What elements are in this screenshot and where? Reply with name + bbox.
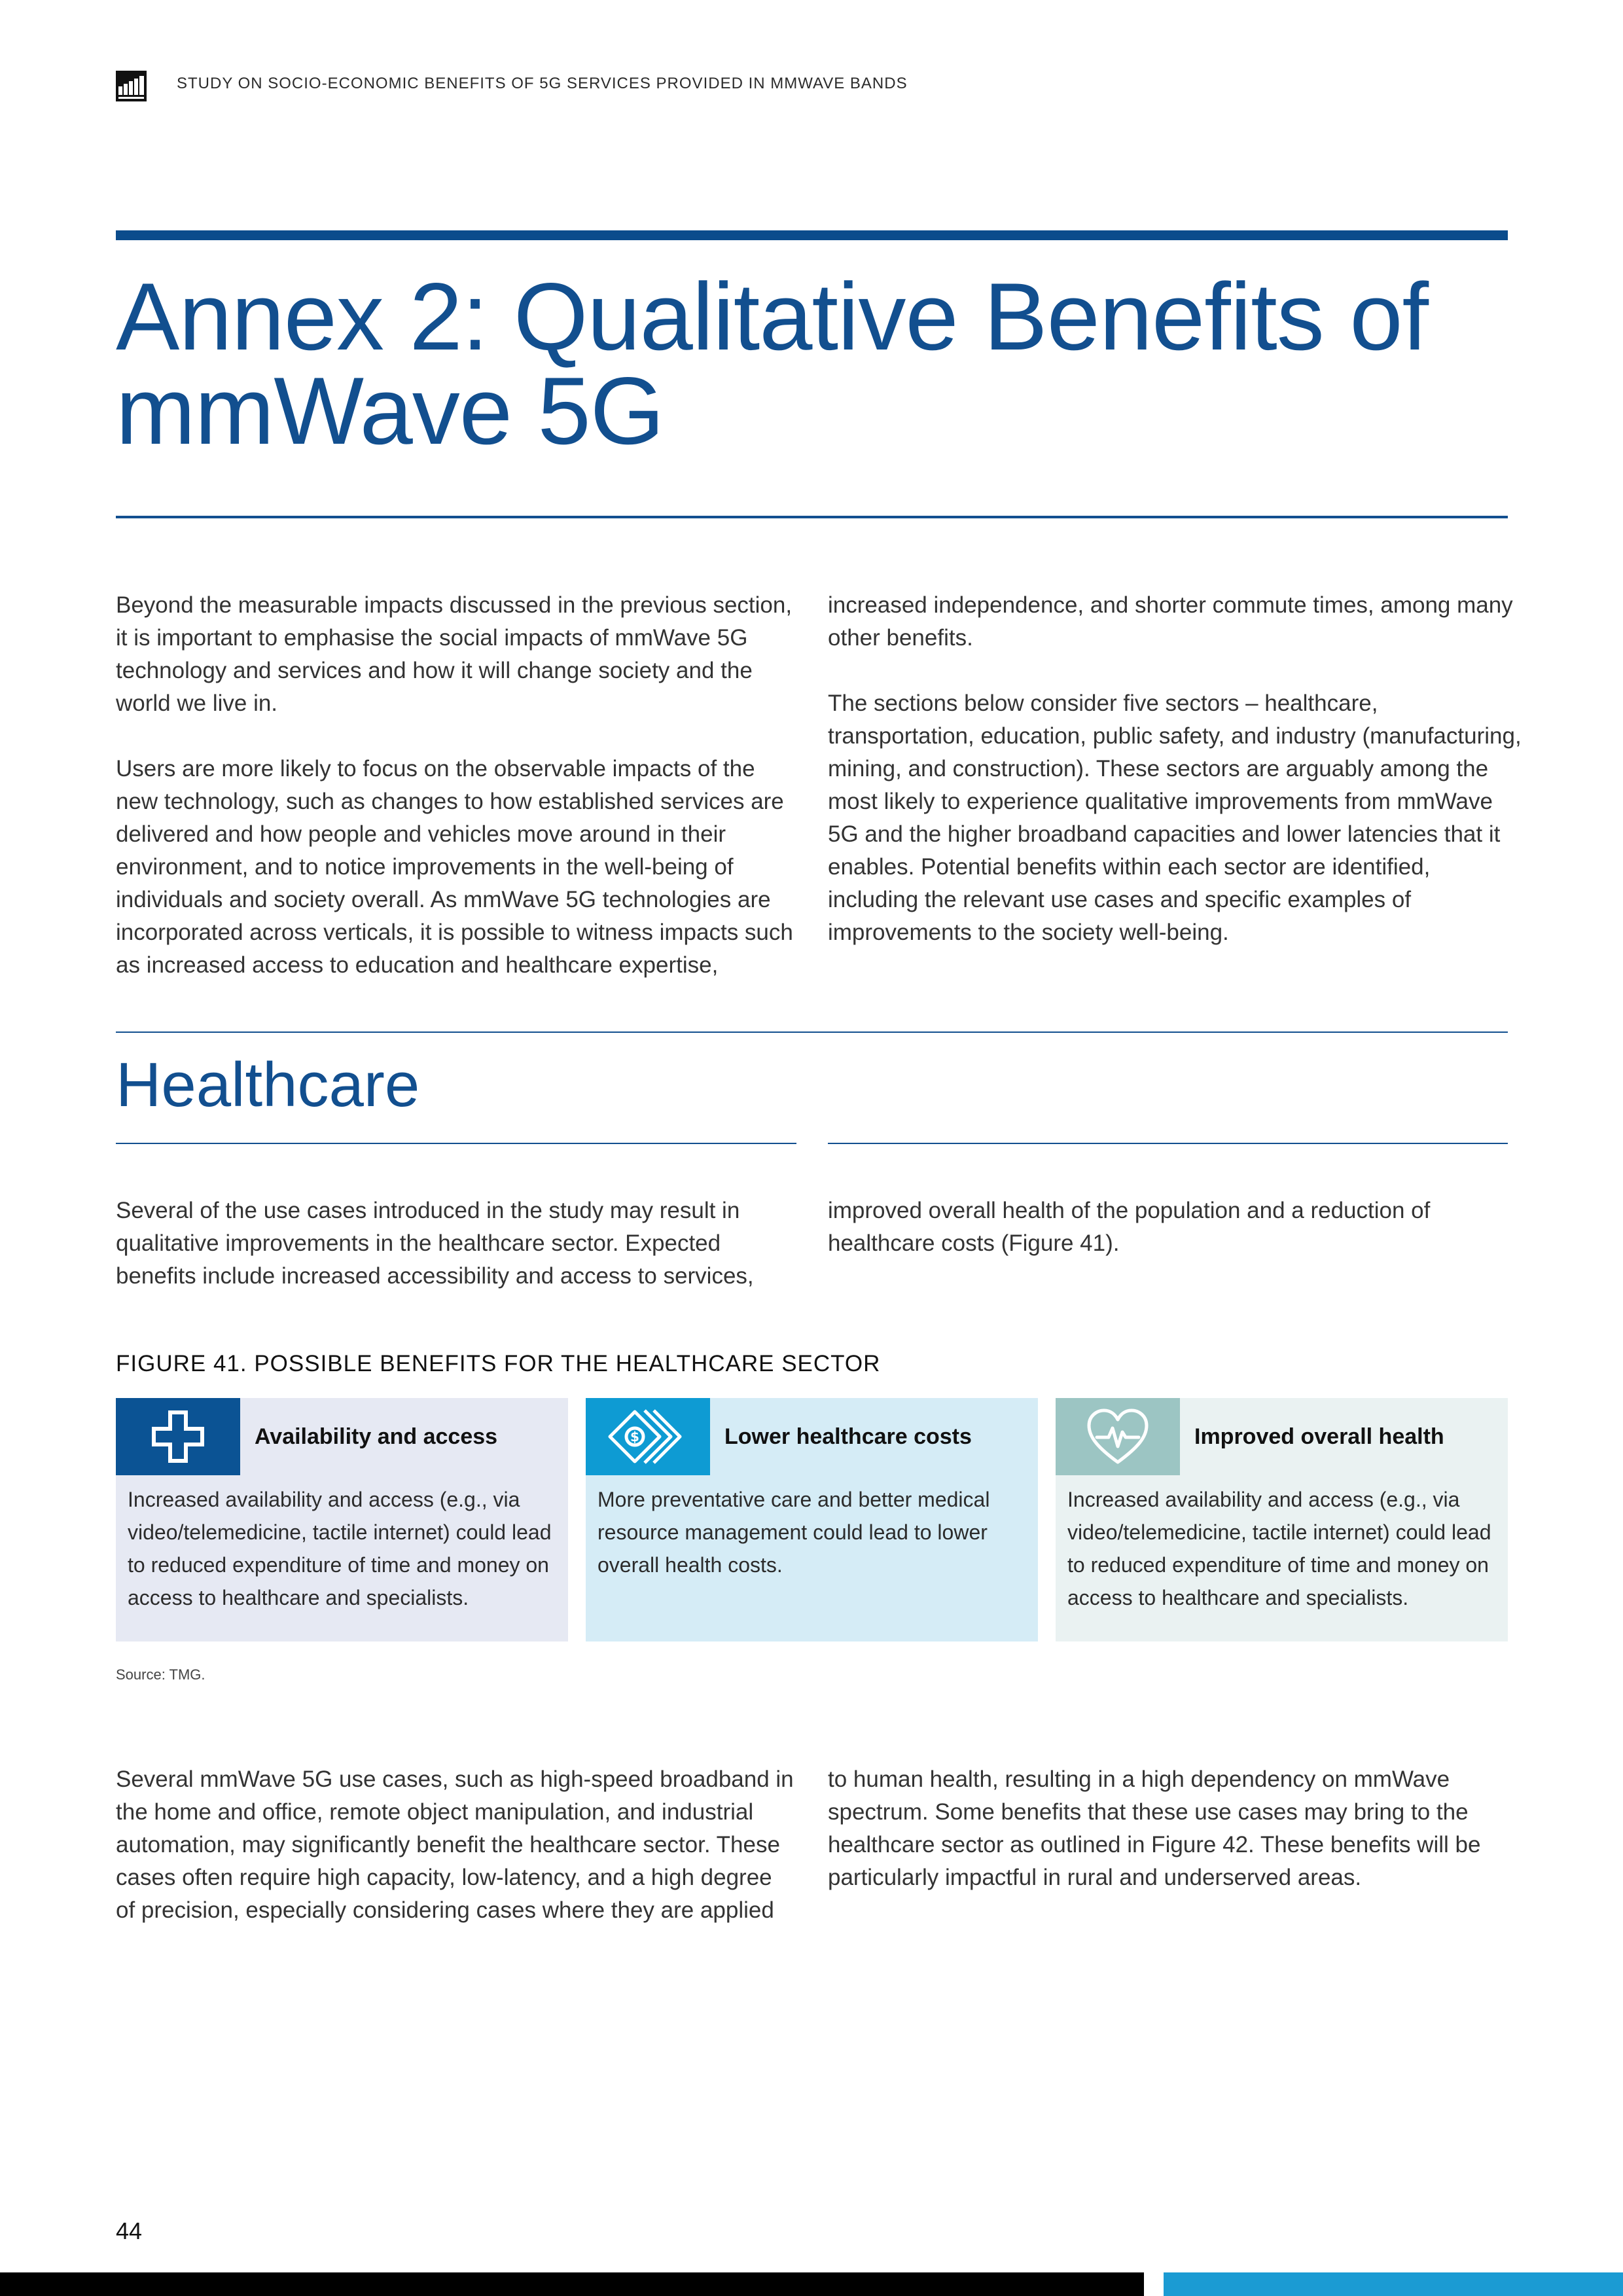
annex-title-line-2: mmWave 5G <box>116 357 664 464</box>
intro-paragraph-4: The sections below consider five sectors – healthcare, transportation, education, public safety, and industry (manufacturing, mining, and construction). These sectors are arguably among the most likely to experience qualitative improvements from mmWave 5G and the higher broadband capacities and lower latencies that it enables. Potential benefits within each sector are identified, including the relevant use cases and specific examples of improvements to the society well-being. <box>828 691 1522 945</box>
closing-paragraph-1: Several mmWave 5G use cases, such as high-speed broadband in the home and office, remote object manipulation, and industrial automation, may significantly benefit the healthcare sector. These cases often require high capacity, low-latency, and a high degree of precision, especially considering cases where they are applied <box>116 1767 794 1923</box>
footer-bar-dark <box>0 2272 1144 2296</box>
running-header: STUDY ON SOCIO-ECONOMIC BENEFITS OF 5G SERVICES PROVIDED IN MMWAVE BANDS <box>177 75 908 92</box>
card-title: Lower healthcare costs <box>724 1424 972 1449</box>
intro-paragraph-2: Users are more likely to focus on the observable impacts of the new technology, such as changes to how established services are delivered and how people and vehicles move around in their environment, and to notice improvements in the well-being of individuals and society overall. As mmWave 5G technologies are incorporated across verticals, it is possible to witness impacts such as increased access to education and healthcare expertise, <box>116 756 793 978</box>
section-rule-right <box>828 1143 1508 1144</box>
heartbeat-icon <box>1056 1398 1180 1475</box>
card-text: Increased availability and access (e.g., via video/telemedicine, tactile internet) could lead to reduced expenditure of time and money on access to healthcare and specialists. <box>128 1488 552 1609</box>
card-title: Availability and access <box>255 1424 498 1449</box>
footer-bar-accent <box>1164 2272 1623 2296</box>
svg-text:$: $ <box>630 1429 639 1444</box>
section-top-rule <box>116 1031 1508 1033</box>
section-heading: Healthcare <box>116 1050 420 1120</box>
healthcare-paragraph-1: Several of the use cases introduced in the study may result in qualitative improvements in the healthcare sector. Expected benefits include increased accessibility and access to services, <box>116 1198 754 1289</box>
report-logo-icon <box>116 71 147 101</box>
figure-caption: FIGURE 41. POSSIBLE BENEFITS FOR THE HEALTHCARE SECTOR <box>116 1351 881 1376</box>
title-top-rule <box>116 230 1508 240</box>
intro-paragraph-3: increased independence, and shorter commute times, among many other benefits. <box>828 592 1513 651</box>
annex-title <box>116 263 1516 464</box>
annex-title-line-1: Annex 2: Qualitative Benefits of <box>116 263 1429 370</box>
closing-paragraph-2: to human health, resulting in a high dependency on mmWave spectrum. Some benefits that these use cases may bring to the healthcare sector as outlined in Figure 42. These benefits will be particularly impactful in rural and underserved areas. <box>828 1767 1481 1890</box>
intro-paragraph-1: Beyond the measurable impacts discussed in the previous section, it is important to emphasise the social impacts of mmWave 5G technology and services and how it will change society and the world we live in. <box>116 592 793 716</box>
benefit-card-costs <box>586 1398 1038 1641</box>
card-text: Increased availability and access (e.g., via video/telemedicine, tactile internet) could lead to reduced expenditure of time and money on access to healthcare and specialists. <box>1067 1488 1491 1609</box>
card-title: Improved overall health <box>1194 1424 1444 1449</box>
card-text: More preventative care and better medical resource management could lead to lower overall health costs. <box>597 1488 990 1577</box>
page-number: 44 <box>116 2217 143 2244</box>
healthcare-paragraph-2: improved overall health of the population and a reduction of healthcare costs (Figure 41). <box>828 1198 1431 1256</box>
money-bills-icon <box>586 1398 710 1475</box>
figure-source: Source: TMG. <box>116 1666 205 1683</box>
medical-cross-icon <box>116 1398 240 1475</box>
title-bottom-rule <box>116 516 1508 518</box>
section-rule-left <box>116 1143 796 1144</box>
benefit-card-availability <box>116 1398 568 1641</box>
benefit-card-health <box>1056 1398 1508 1641</box>
